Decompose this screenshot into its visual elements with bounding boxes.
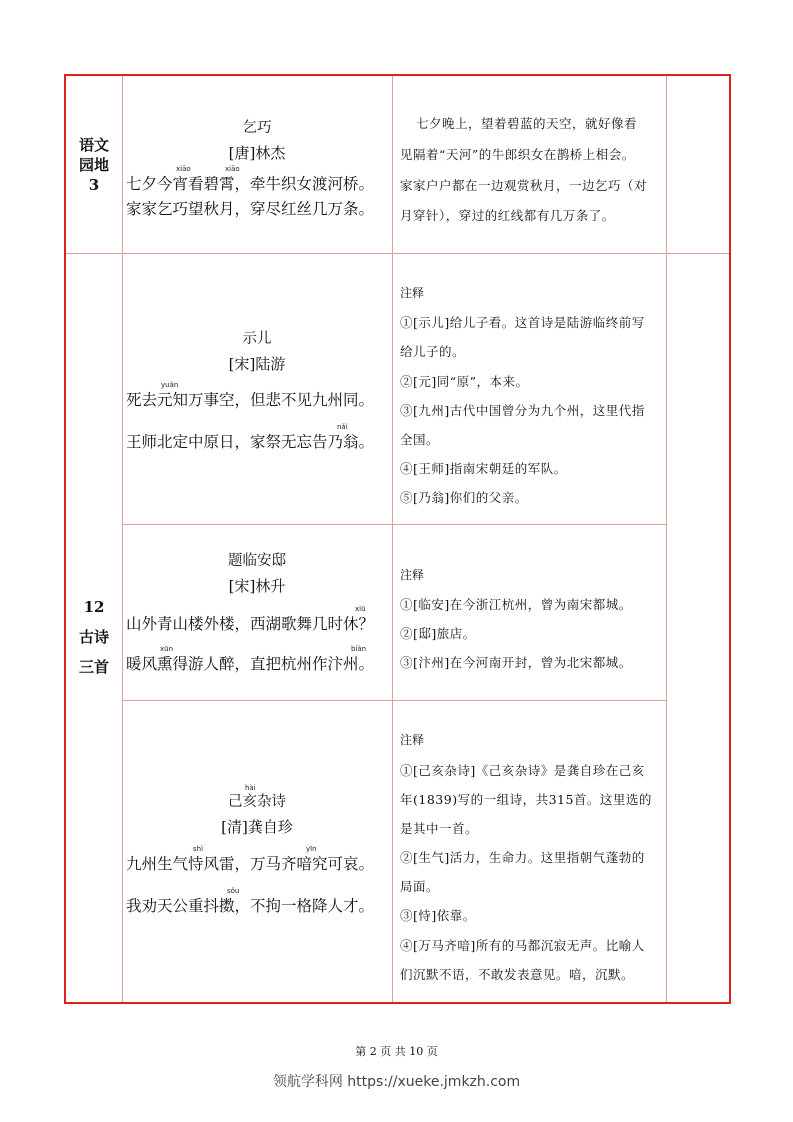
- poem-author: [唐]林杰: [228, 144, 286, 162]
- note-line: 全国。: [400, 432, 440, 447]
- poem-line: 王师北定中原日，家祭无忘告乃翁。: [126, 433, 375, 451]
- poem-title: 己亥杂诗: [228, 794, 286, 810]
- pinyin: hài: [245, 784, 256, 792]
- divider: [66, 253, 729, 254]
- pinyin: biàn: [351, 645, 367, 653]
- poem-line: 死去元知万事空，但悲不见九州同。: [126, 391, 375, 409]
- divider: [666, 76, 667, 1002]
- unit-label: 语文 园地 3: [78, 136, 109, 194]
- note-line: ⑤[乃翁]你们的父亲。: [400, 490, 528, 505]
- note-line: ①[临安]在今浙江杭州，曾为南宋都城。: [400, 597, 632, 612]
- pinyin: xiū: [355, 605, 366, 613]
- translation-line: 月穿针），穿过的红线都有几万条了。: [400, 208, 615, 223]
- note-line: ②[元]同“原”，本来。: [400, 374, 529, 389]
- poem-title: 题临安邸: [228, 553, 286, 569]
- divider: [122, 76, 123, 1002]
- note-line: 是其中一首。: [400, 821, 479, 836]
- poem-line: 家家乞巧望秋月，穿尽红丝几万条。: [126, 200, 375, 218]
- poem-author: [清]龚自珍: [221, 818, 293, 836]
- note-line: ①[己亥杂诗]《己亥杂诗》是龚自珍在己亥: [400, 763, 645, 778]
- notes-label: 注释: [400, 286, 425, 300]
- note-line: ②[生气]活力，生命力。这里指朝气蓬勃的: [400, 850, 645, 865]
- note-line: 们沉默不语，不敢发表意见。喑，沉默。: [400, 967, 635, 982]
- note-line: ③[九州]古代中国曾分为九个州，这里代指: [400, 403, 645, 418]
- pinyin: xiāo: [225, 165, 240, 173]
- poem-title: 示儿: [242, 331, 272, 347]
- translation-line: 见隔着“天河”的牛郎织女在鹊桥上相会。: [400, 147, 635, 162]
- divider: [122, 700, 667, 701]
- note-line: 局面。: [400, 879, 440, 894]
- note-line: ③[恃]依靠。: [400, 908, 476, 923]
- note-line: 年(1839)写的一组诗，共315首。这里选的: [400, 792, 652, 807]
- poem-line: 七夕今宵看碧霄，牵牛织女渡河桥。: [126, 175, 375, 193]
- poem-line: 山外青山楼外楼，西湖歌舞几时休？: [126, 615, 375, 633]
- poem-author: [宋]陆游: [228, 355, 286, 373]
- pinyin: xiāo: [176, 165, 191, 173]
- pinyin: yuán: [161, 381, 179, 389]
- notes-label: 注释: [400, 733, 425, 747]
- translation-line: 七夕晚上，望着碧蓝的天空，就好像看: [416, 116, 638, 131]
- poem-line: 我劝天公重抖擞，不拘一格降人才。: [126, 897, 375, 915]
- note-line: ④[王师]指南宋朝廷的军队。: [400, 461, 567, 476]
- pinyin: shì: [193, 845, 204, 853]
- note-line: ①[示儿]给儿子看。这首诗是陆游临终前写: [400, 315, 645, 330]
- pinyin: sǒu: [227, 887, 240, 895]
- pinyin: yīn: [306, 845, 317, 853]
- note-line: ③[汴州]在今河南开封，曾为北宋都城。: [400, 655, 632, 670]
- poem-author: [宋]林升: [228, 577, 286, 595]
- poem-line: 九州生气恃风雷，万马齐喑究可哀。: [126, 855, 375, 873]
- unit-label: 12 古诗 三首: [78, 598, 109, 676]
- poem-line: 暖风熏得游人醉，直把杭州作汴州。: [126, 655, 375, 673]
- translation-line: 家家户户都在一边观赏秋月，一边乞巧（对: [400, 178, 648, 193]
- divider: [122, 524, 667, 525]
- poem-title: 乞巧: [242, 120, 272, 136]
- site-watermark: 领航学科网 https://xueke.jmkzh.com: [272, 1074, 521, 1090]
- note-line: 给儿子的。: [400, 344, 466, 359]
- pinyin: xūn: [160, 645, 174, 653]
- note-line: ④[万马齐喑]所有的马都沉寂无声。比喻人: [400, 938, 645, 953]
- note-line: ②[邸]旅店。: [400, 626, 476, 641]
- divider: [392, 76, 393, 1002]
- pinyin: nǎi: [337, 423, 348, 431]
- page-number: 第 2 页 共 10 页: [355, 1045, 438, 1058]
- notes-label: 注释: [400, 568, 425, 582]
